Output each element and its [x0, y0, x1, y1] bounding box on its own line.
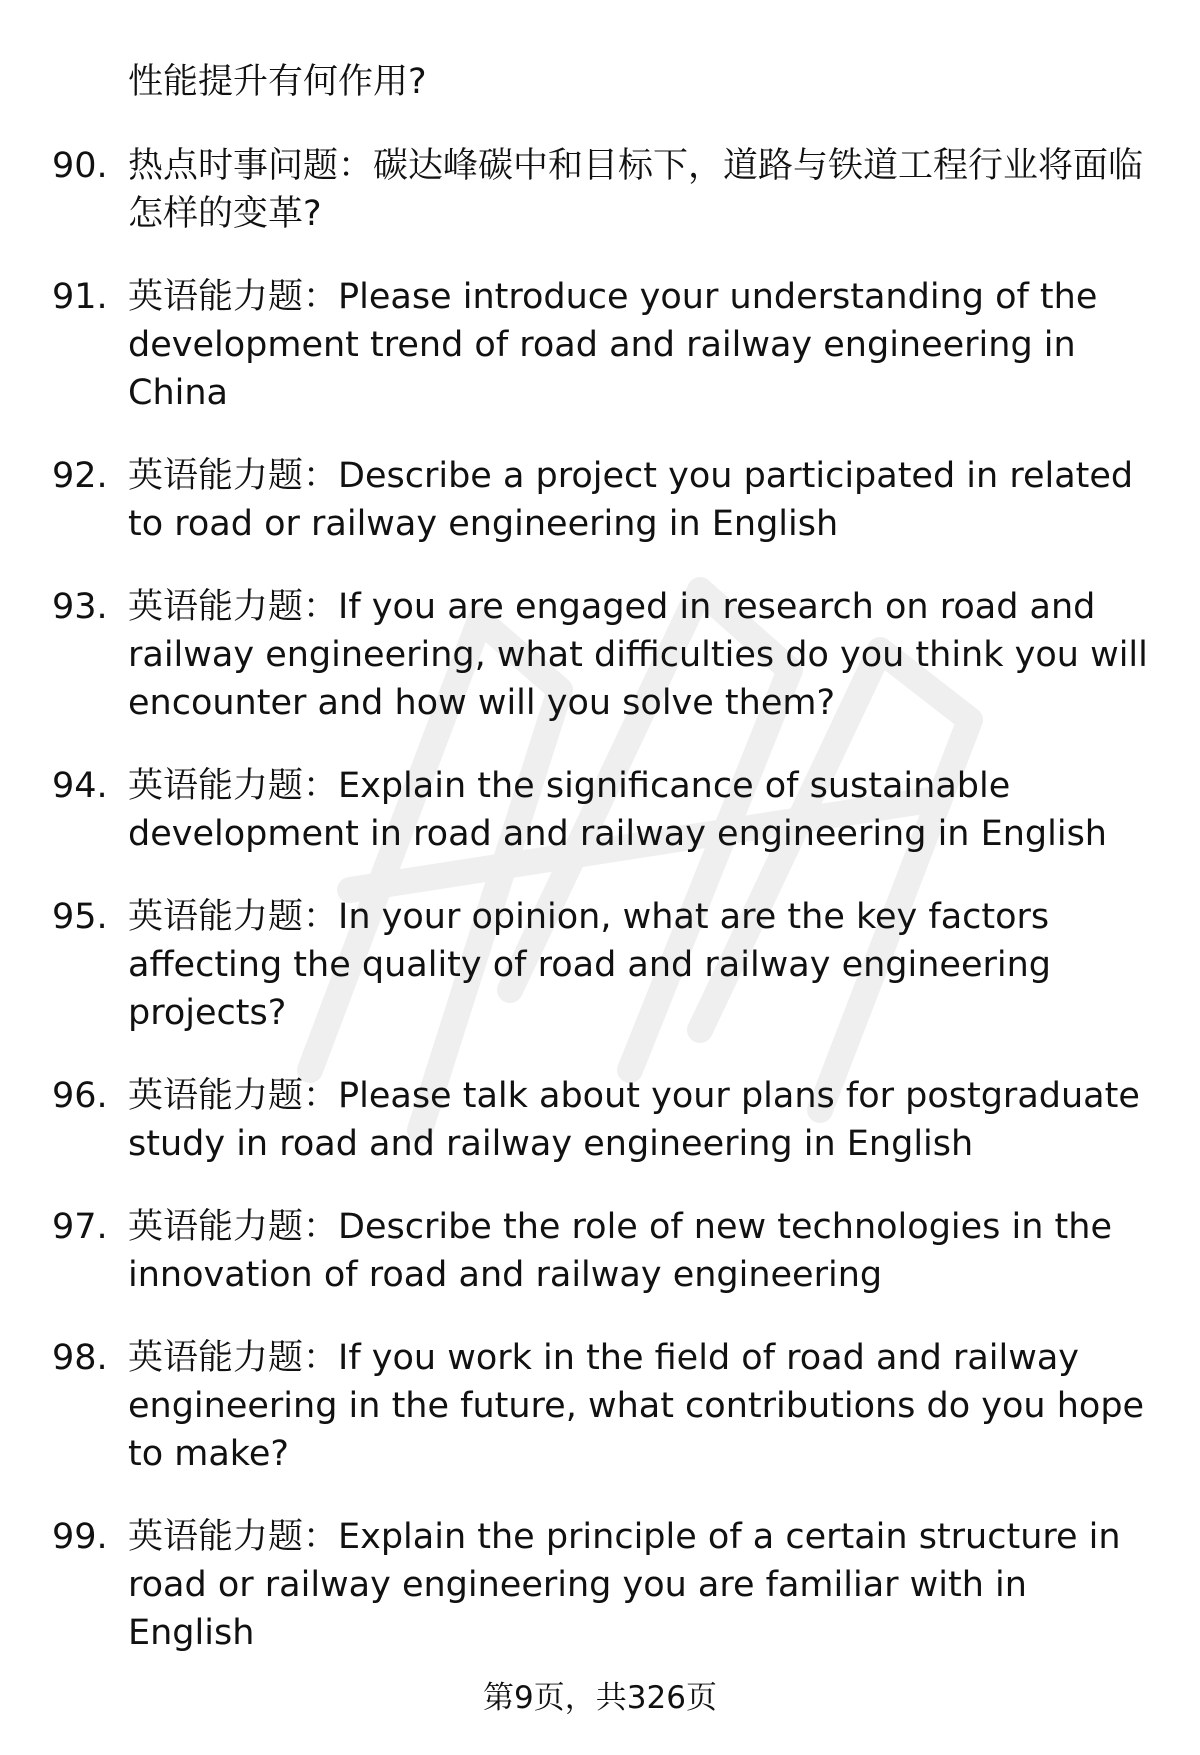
question-category: 英语能力题： — [128, 456, 339, 496]
question-category: 热点时事问题： — [128, 146, 374, 186]
question-list — [0, 142, 1200, 1692]
question-item — [0, 1203, 1200, 1299]
question-body — [128, 1072, 1148, 1168]
question-text: If you are engaged in research on road and railway engineering, what difficulties do you think you will encounter and how will you solve them? — [128, 587, 1148, 723]
question-category: 英语能力题： — [128, 766, 339, 806]
question-body — [128, 1513, 1148, 1657]
question-item — [0, 142, 1200, 238]
question-category: 英语能力题： — [128, 587, 339, 627]
question-body — [128, 1203, 1148, 1299]
question-text: Please introduce your understanding of the development trend of road and railway engineering in China — [128, 277, 1098, 413]
question-item — [0, 583, 1200, 727]
question-number: 92. — [52, 456, 108, 496]
question-category: 英语能力题： — [128, 1338, 339, 1378]
question-text: If you work in the field of road and railway engineering in the future, what contributions do you hope to make? — [128, 1338, 1145, 1474]
question-item — [0, 1334, 1200, 1478]
question-item — [0, 762, 1200, 858]
question-number: 97. — [52, 1207, 108, 1247]
question-item — [0, 452, 1200, 548]
question-number: 90. — [52, 146, 108, 186]
question-number: 96. — [52, 1076, 108, 1116]
question-body — [128, 1334, 1148, 1478]
question-item — [0, 1513, 1200, 1657]
question-item — [0, 1072, 1200, 1168]
question-text: Describe the role of new technologies in the innovation of road and railway engineering — [128, 1207, 1112, 1295]
question-item — [0, 273, 1200, 417]
question-category: 英语能力题： — [128, 1076, 339, 1116]
question-text: Explain the significance of sustainable development in road and railway engineering in English — [128, 766, 1107, 854]
question-number: 98. — [52, 1338, 108, 1378]
question-text: Describe a project you participated in related to road or railway engineering in English — [128, 456, 1134, 544]
question-category: 英语能力题： — [128, 1207, 339, 1247]
question-text: Please talk about your plans for postgraduate study in road and railway engineering in English — [128, 1076, 1140, 1164]
question-number: 91. — [52, 277, 108, 317]
question-body — [128, 142, 1148, 238]
question-number: 95. — [52, 897, 108, 937]
question-category: 英语能力题： — [128, 277, 339, 317]
question-text: 碳达峰碳中和目标下，道路与铁道工程行业将面临怎样的变革? — [128, 146, 1144, 234]
question-item — [0, 893, 1200, 1037]
continuation-text: 性能提升有何作用? — [128, 62, 427, 102]
question-body — [128, 893, 1148, 1037]
question-category: 英语能力题： — [128, 897, 339, 937]
question-category: 英语能力题： — [128, 1517, 339, 1557]
question-text: Explain the principle of a certain structure in road or railway engineering you are familiar with in English — [128, 1517, 1121, 1653]
question-number: 93. — [52, 587, 108, 627]
question-body — [128, 762, 1148, 858]
question-number: 94. — [52, 766, 108, 806]
question-body — [128, 273, 1148, 417]
question-number: 99. — [52, 1517, 108, 1557]
page-footer: 第9页，共326页 — [483, 1680, 717, 1716]
question-body — [128, 583, 1148, 727]
question-body — [128, 452, 1148, 548]
question-text: In your opinion, what are the key factors affecting the quality of road and railway engineering projects? — [128, 897, 1052, 1033]
